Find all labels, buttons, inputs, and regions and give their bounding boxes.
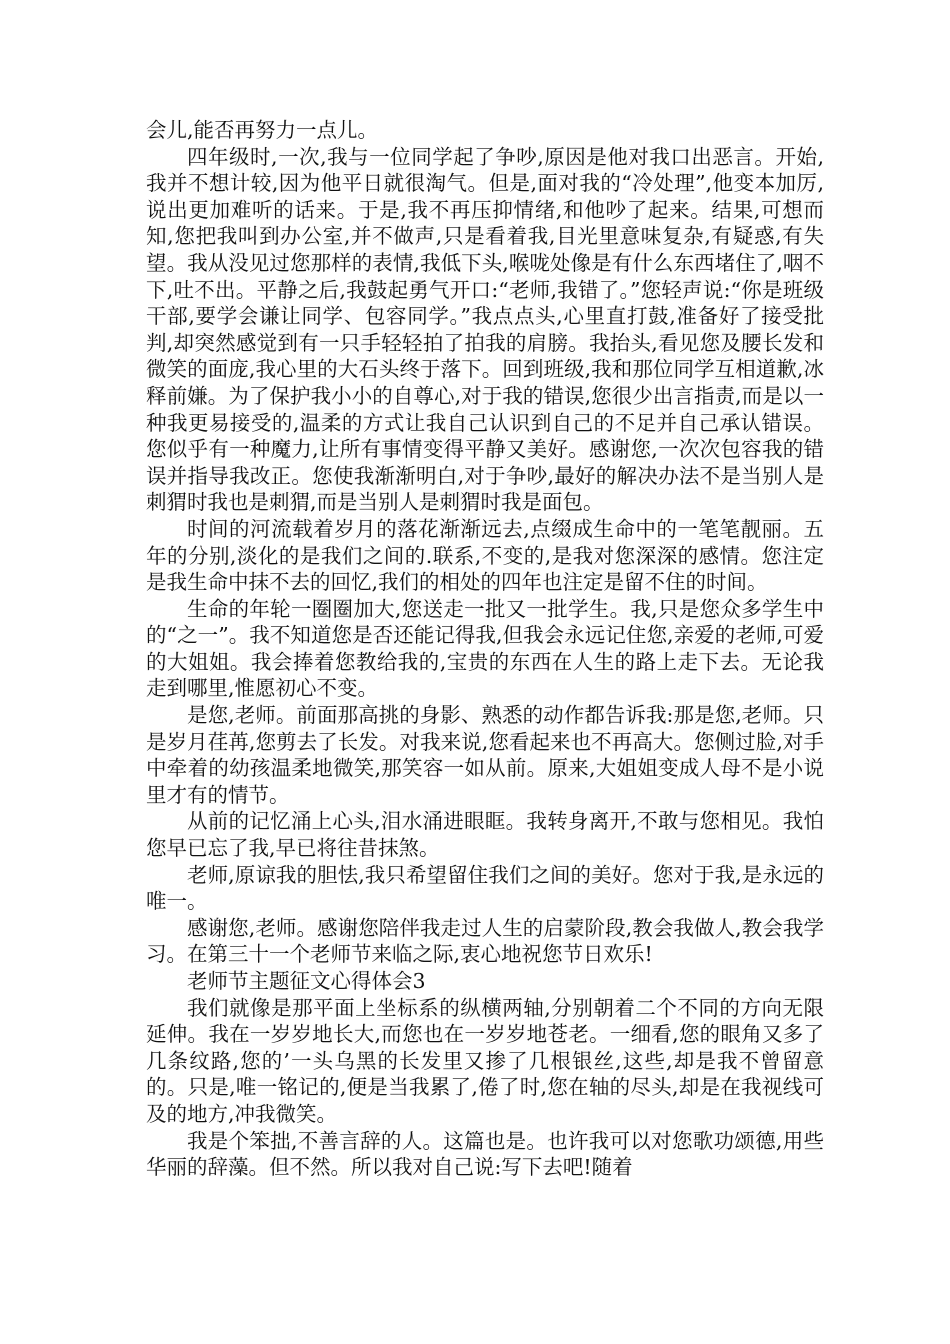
paragraph-5: 是您,老师。前面那高挑的身影、熟悉的动作都告诉我:那是您,老师。只是岁月荏苒,您剪去了长发。对我来说,您看起来也不再高大。您侧过脸,对手中牵着的幼孩温柔地微笑,那笑容一如从前。原来,大姐姐变成人母不是小说里才有的情节。 — [146, 703, 824, 807]
paragraph-6: 从前的记忆涌上心头,泪水涌进眼眶。我转身离开,不敢与您相见。我怕您早已忘了我,早已将往昔抹煞。 — [146, 809, 824, 861]
paragraph-4: 生命的年轮一圈圈加大,您送走一批又一批学生。我,只是您众多学生中的“之一”。我不知道您是否还能记得我,但我会永远记住您,亲爱的老师,可爱的大姐姐。我会捧着您教给我的,宝贵的东西在人生的路上走下去。无论我走到哪里,惟愿初心不变。 — [146, 596, 824, 701]
section-heading: 老师节主题征文心得体会3 — [187, 969, 426, 993]
document-page — [146, 117, 824, 1181]
paragraph-10: 我是个笨拙,不善言辞的人。这篇也是。也许我可以对您歌功颂德,用些华丽的辞藻。但不然。所以我对自己说:写下去吧!随着 — [146, 1128, 824, 1180]
paragraph-1: 会儿,能否再努力一点儿。 — [146, 118, 379, 142]
paragraph-2: 四年级时,一次,我与一位同学起了争吵,原因是他对我口出恶言。开始,我并不想计较,因为他平日就很淘气。但是,面对我的“冷处理”,他变本加厉,说出更加难听的话来。于是,我不再压抑情绪,和他吵了起来。结果,可想而知,您把我叫到办公室,并不做声,只是看着我,目光里意味复杂,有疑惑,有失望。我从没见过您那样的表情,我低下头,喉咙处像是有什么东西堵住了,咽不下,吐不出。平静之后,我鼓起勇气开口:“老师,我错了。”您轻声说:“你是班级干部,要学会谦让同学、包容同学。”我点点头,心里直打鼓,准备好了接受批判,却突然感觉到有一只手轻轻拍了拍我的肩膀。我抬头,看见您及腰长发和微笑的面庞,我心里的大石头终于落下。回到班级,我和那位同学互相道歉,冰释前嫌。为了保护我小小的自尊心,对于我的错误,您很少出言指责,而是以一种我更易接受的,温柔的方式让我自己认识到自己的不足并自己承认错误。您似乎有一种魔力,让所有事情变得平静又美好。感谢您,一次次包容我的错误并指导我改正。您使我渐渐明白,对于争吵,最好的解决办法不是当别人是刺猬时我也是刺猬,而是当别人是刺猬时我是面包。 — [146, 144, 824, 515]
paragraph-3: 时间的河流载着岁月的落花渐渐远去,点缀成生命中的一笔笔靓丽。五年的分别,淡化的是我们之间的.联系,不变的,是我对您深深的感情。您注定是我生命中抹不去的回忆,我们的相处的四年也注定是留不住的时间。 — [146, 516, 824, 595]
paragraph-8: 感谢您,老师。感谢您陪伴我走过人生的启蒙阶段,教会我做人,教会我学习。在第三十一个老师节来临之际,衷心地祝您节日欢乐! — [146, 915, 824, 967]
paragraph-7: 老师,原谅我的胆怯,我只希望留住我们之间的美好。您对于我,是永远的唯一。 — [146, 862, 824, 914]
paragraph-9: 我们就像是那平面上坐标系的纵横两轴,分别朝着二个不同的方向无限延伸。我在一岁岁地长大,而您也在一岁岁地苍老。一细看,您的眼角又多了几条纹路,您的’一头乌黑的长发里又掺了几根银丝,这些,却是我不曾留意的。只是,唯一铭记的,便是当我累了,倦了时,您在轴的尽头,却是在我视线可及的地方,冲我微笑。 — [146, 995, 824, 1126]
